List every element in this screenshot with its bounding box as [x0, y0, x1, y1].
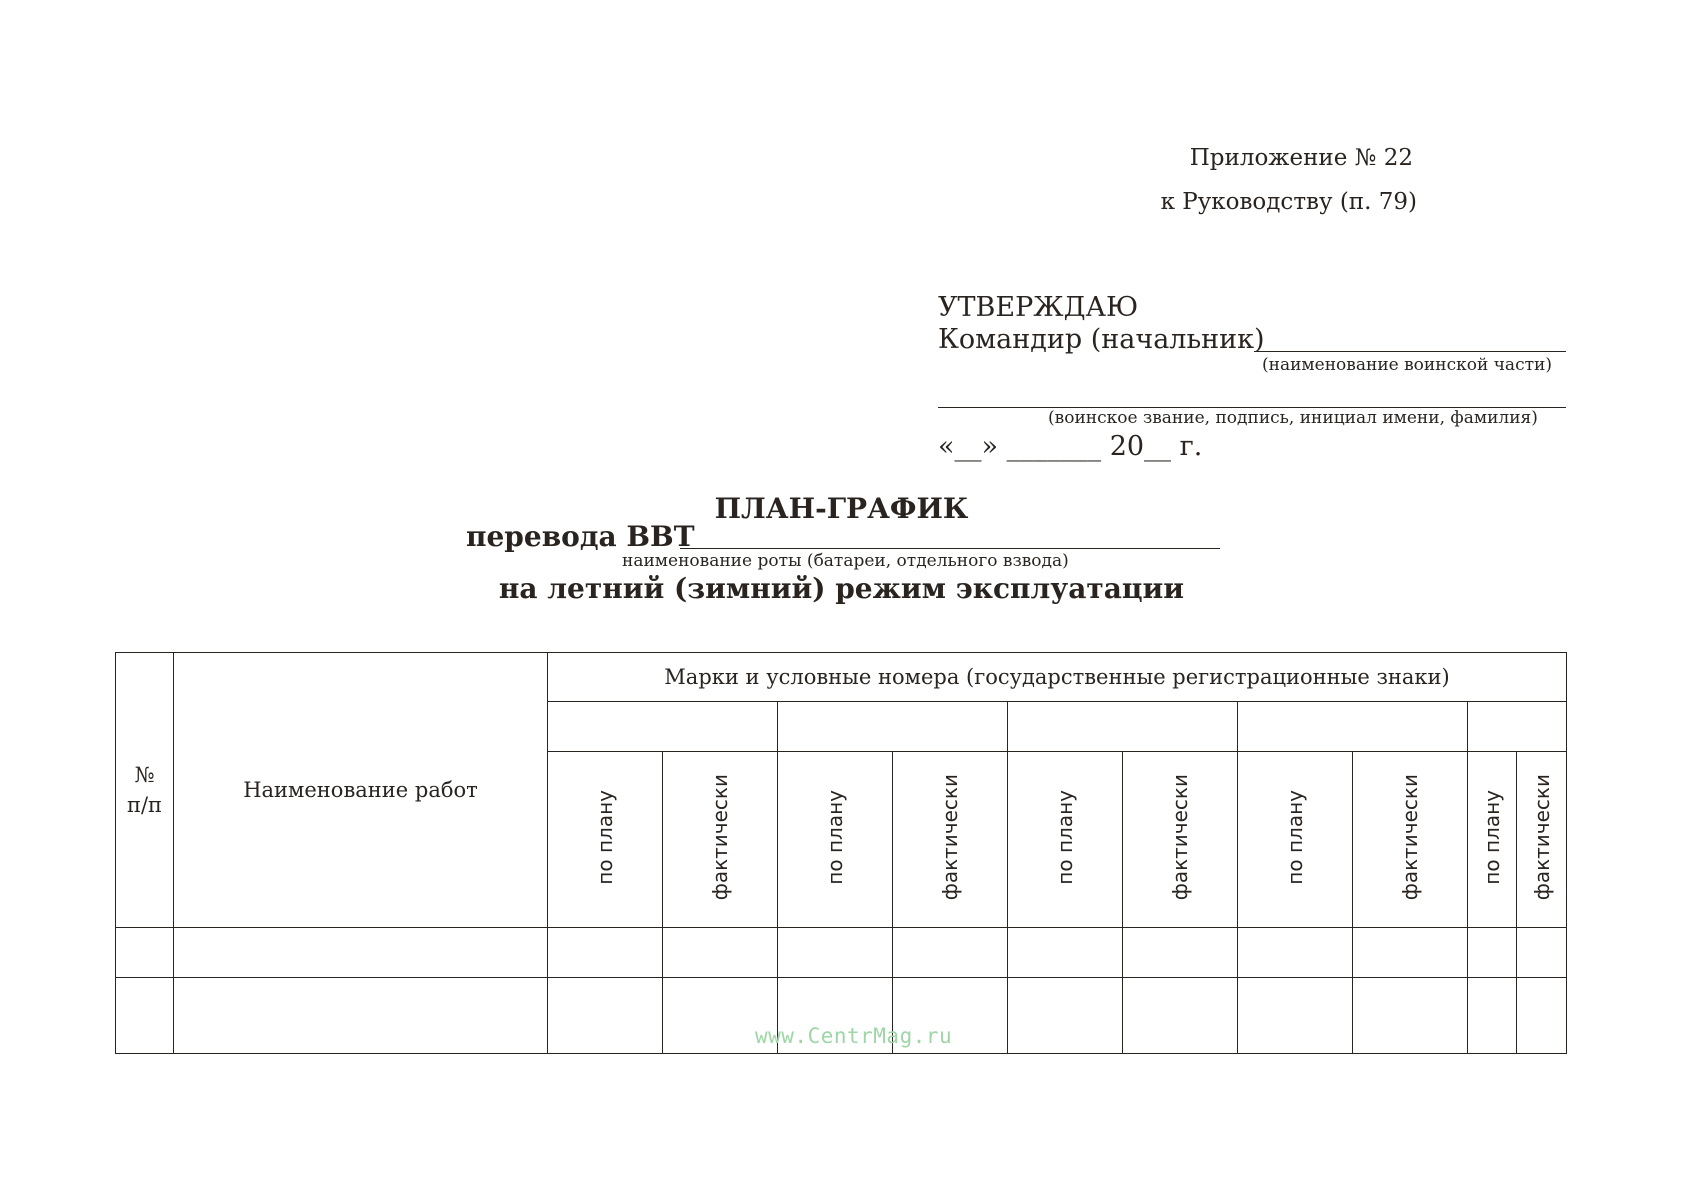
data-cell[interactable] [1238, 928, 1353, 978]
data-cell[interactable] [548, 978, 663, 1054]
table-row [116, 928, 1567, 978]
data-cell[interactable] [1468, 978, 1517, 1054]
data-cell[interactable] [1123, 978, 1238, 1054]
company-name-caption: наименование роты (батареи, отдельного взвода) [622, 551, 1069, 571]
subheader-plan: по плану [548, 752, 663, 928]
title-line2-label: перевода ВВТ [466, 520, 695, 553]
data-cell[interactable] [548, 928, 663, 978]
signature-caption: (воинское звание, подпись, инициал имени, фамилия) [1048, 408, 1538, 428]
brand-cell[interactable] [1468, 702, 1567, 752]
data-cell[interactable] [893, 928, 1008, 978]
subheader-fact: фактически [1123, 752, 1238, 928]
header-work-name: Наименование работ [174, 653, 548, 928]
data-cell[interactable] [1517, 978, 1567, 1054]
data-cell[interactable] [1353, 928, 1468, 978]
watermark: www.CentrMag.ru [755, 1024, 953, 1048]
schedule-table [115, 652, 1567, 1054]
document-title: ПЛАН-ГРАФИК [714, 492, 969, 525]
subheader-plan: по плану [1468, 752, 1517, 928]
data-cell[interactable] [1238, 978, 1353, 1054]
table-header-row [116, 653, 1567, 702]
unit-name-caption: (наименование воинской части) [1262, 355, 1552, 375]
subheader-fact: фактически [663, 752, 778, 928]
subheader-plan: по плану [1238, 752, 1353, 928]
signature-line [938, 381, 1566, 408]
data-cell[interactable] [1008, 928, 1123, 978]
title-line3: на летний (зимний) режим эксплуатации [498, 572, 1185, 605]
data-cell[interactable] [1468, 928, 1517, 978]
brand-cell[interactable] [1008, 702, 1238, 752]
approve-heading: УТВЕРЖДАЮ [938, 292, 1139, 323]
data-cell[interactable] [116, 928, 174, 978]
data-cell[interactable] [1353, 978, 1468, 1054]
subheader-plan: по плану [778, 752, 893, 928]
subheader-fact: фактически [1517, 752, 1567, 928]
brand-cell[interactable] [778, 702, 1008, 752]
data-cell[interactable] [1008, 978, 1123, 1054]
subheader-fact: фактически [1353, 752, 1468, 928]
subheader-fact: фактически [893, 752, 1008, 928]
header-brands: Марки и условные номера (государственные регистрационные знаки) [548, 653, 1567, 702]
data-cell[interactable] [174, 978, 548, 1054]
data-cell[interactable] [116, 978, 174, 1054]
data-cell[interactable] [663, 928, 778, 978]
unit-name-line [1254, 324, 1566, 352]
header-number: № п/п [116, 653, 174, 928]
data-cell[interactable] [174, 928, 548, 978]
brand-cell[interactable] [548, 702, 778, 752]
approval-date: «__» _______ 20__ г. [938, 431, 1203, 462]
data-cell[interactable] [778, 928, 893, 978]
data-cell[interactable] [1123, 928, 1238, 978]
appendix-reference: к Руководству (п. 79) [1160, 189, 1417, 215]
appendix-number: Приложение № 22 [1189, 145, 1413, 171]
brand-cell[interactable] [1238, 702, 1468, 752]
subheader-plan: по плану [1008, 752, 1123, 928]
commander-label: Командир (начальник) [938, 324, 1265, 355]
company-name-line [680, 520, 1220, 549]
data-cell[interactable] [1517, 928, 1567, 978]
